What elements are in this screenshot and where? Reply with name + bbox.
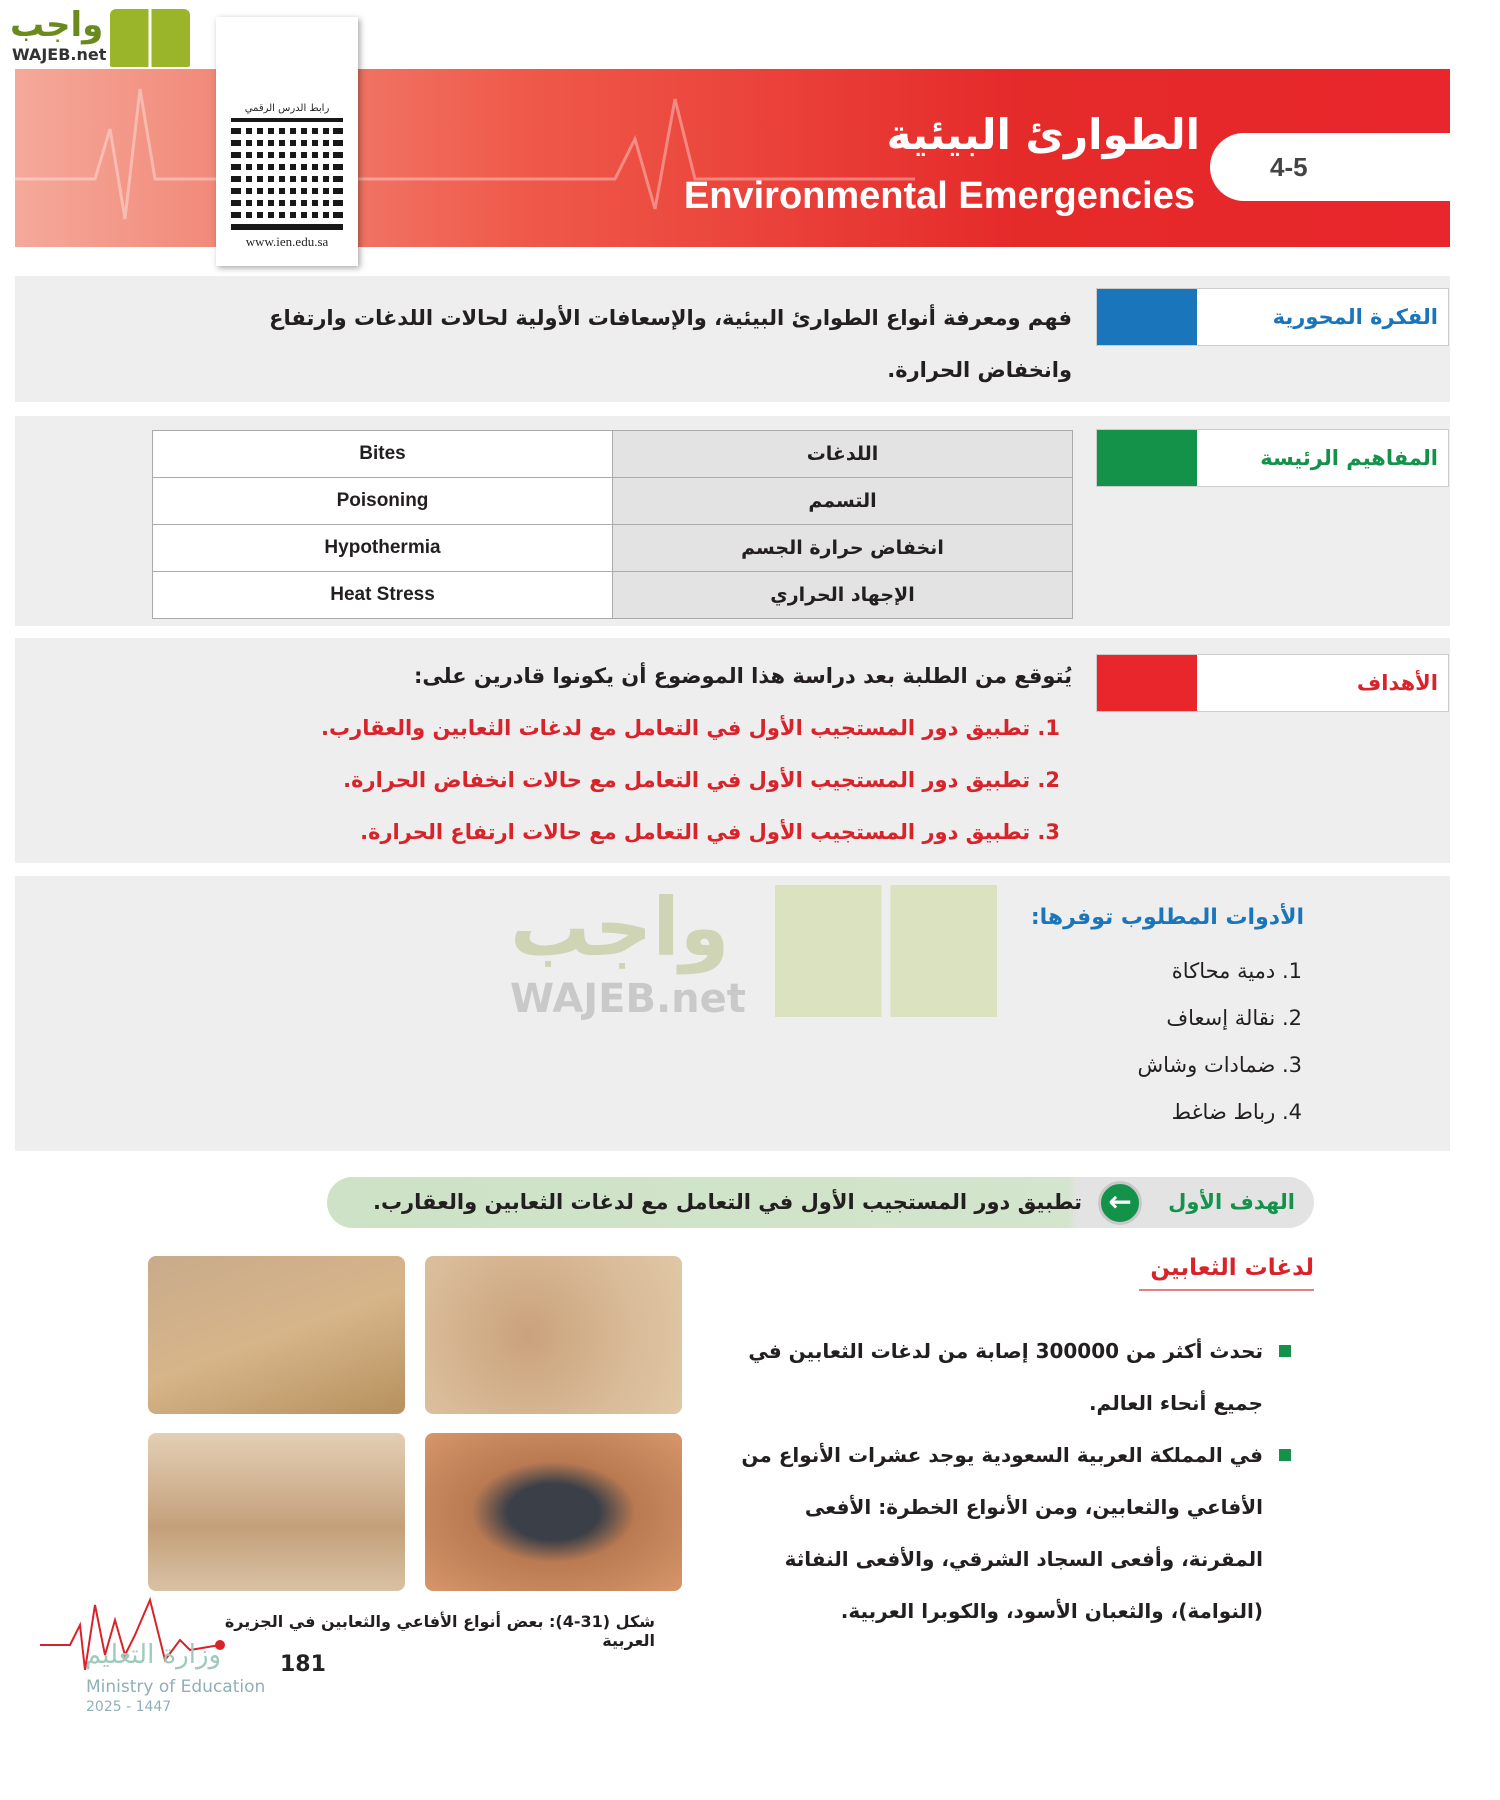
table-row [153, 525, 1073, 572]
key-concepts-label [1096, 429, 1449, 487]
edition-year: 2025 - 1447 [86, 1699, 172, 1715]
main-idea-label-text: الفكرة المحورية [1272, 305, 1438, 329]
tools-title: الأدوات المطلوب توفرها: [1030, 905, 1304, 930]
snake-facts-list [721, 1325, 1291, 1637]
goal-text: تطبيق دور المستجيب الأول في التعامل مع لدغات الثعابين والعقارب. [372, 1190, 1082, 1214]
tools-list [902, 948, 1302, 1136]
qr-code-icon[interactable] [231, 118, 343, 230]
table-row [153, 478, 1073, 525]
table-row [153, 431, 1073, 478]
qr-card[interactable] [216, 17, 358, 266]
main-idea-label [1096, 288, 1449, 346]
lesson-title-en: Environmental Emergencies [683, 175, 1195, 217]
tool-item: 2. نقالة إسعاف [1166, 1006, 1302, 1030]
black-snake-photo [425, 1433, 682, 1591]
term-en: Bites [153, 431, 613, 478]
term-ar: الإجهاد الحراري [613, 572, 1073, 619]
ministry-name-ar: وزارة التعليم [85, 1640, 222, 1670]
logo-en: WAJEB.net [12, 45, 107, 64]
list-item: في المملكة العربية السعودية يوجد عشرات الأنواع من الأفاعي والثعابين، ومن الأنواع الخطرة: الأفعى المقرنة، وأفعى السجاد الشرقي، والأفعى النفاثة (النوامة)، والثعبان الأسود، والكوبرا العربية. [721, 1429, 1291, 1637]
term-ar: اللدغات [613, 431, 1073, 478]
qr-url[interactable]: www.ien.edu.sa [245, 234, 329, 249]
lesson-number: 4-5 [1210, 133, 1450, 201]
ministry-logo [40, 1560, 340, 1720]
key-concepts-table [152, 430, 1073, 619]
objective-item: 2. تطبيق دور المستجيب الأول في التعامل مع حالات انخفاض الحرارة. [343, 768, 1060, 792]
objectives-label-text: الأهداف [1356, 671, 1438, 695]
snake-bites-heading: لدغات الثعابين [1139, 1255, 1314, 1291]
objectives-label [1096, 654, 1449, 712]
arrow-left-icon: ← [1098, 1181, 1142, 1225]
term-en: Hypothermia [153, 525, 613, 572]
ministry-name-en: Ministry of Education [86, 1677, 266, 1697]
carpet-viper-photo [425, 1256, 682, 1414]
term-en: Poisoning [153, 478, 613, 525]
key-concepts-label-text: المفاهيم الرئيسة [1260, 446, 1438, 470]
main-idea-text: فهم ومعرفة أنواع الطوارئ البيئية، والإسعافات الأولية لحالات اللدغات وارتفاع وانخفاض الحرارة. [269, 306, 1072, 382]
term-ar: انخفاض حرارة الجسم [613, 525, 1073, 572]
term-ar: التسمم [613, 478, 1073, 525]
objective-item: 1. تطبيق دور المستجيب الأول في التعامل مع لدغات الثعابين والعقارب. [321, 716, 1060, 740]
wajeb-watermark: واجب WAJEB.net [510, 881, 746, 1022]
goal-label: الهدف الأول [1168, 1190, 1295, 1214]
horned-viper-photo [148, 1256, 405, 1414]
page-number: 181 [280, 1652, 326, 1677]
objective-item: 3. تطبيق دور المستجيب الأول في التعامل مع حالات ارتفاع الحرارة. [360, 820, 1060, 844]
list-item: تحدث أكثر من 300000 إصابة من لدغات الثعابين في جميع أنحاء العالم. [721, 1325, 1291, 1429]
qr-label: رابط الدرس الرقمي [244, 103, 330, 114]
tool-item: 4. رباط ضاغط [1171, 1100, 1302, 1124]
table-row [153, 572, 1073, 619]
tool-item: 1. دمية محاكاة [1171, 959, 1302, 983]
tool-item: 3. ضمادات وشاش [1137, 1053, 1302, 1077]
objectives-intro: يُتوقع من الطلبة بعد دراسة هذا الموضوع أن يكونوا قادرين على: [414, 664, 1072, 688]
figure-caption: شكل (31-4): بعض أنواع الأفاعي والثعابين في الجزيرة العربية [224, 1612, 655, 1650]
lesson-title-ar: الطوارئ البيئية [886, 110, 1200, 159]
wajeb-logo [10, 5, 190, 67]
book-icon [110, 9, 190, 67]
logo-ar: واجب [10, 5, 104, 45]
term-en: Heat Stress [153, 572, 613, 619]
objectives-list [172, 650, 1072, 858]
